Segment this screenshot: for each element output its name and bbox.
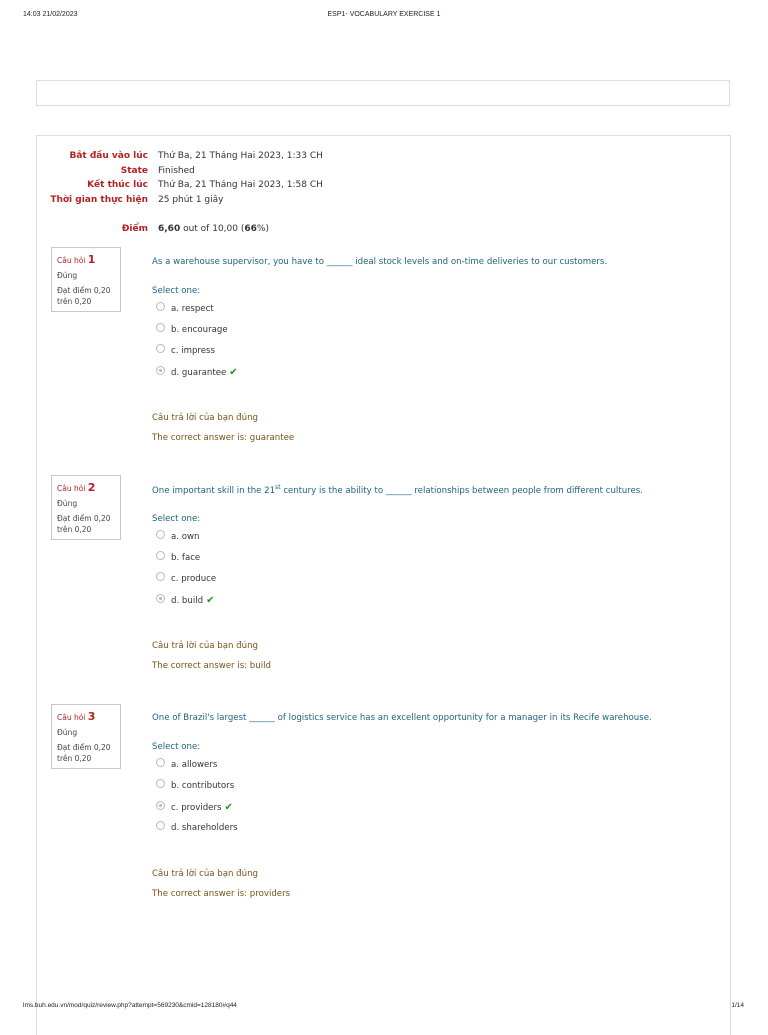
question-text-2 — [152, 484, 643, 496]
feedback-text: Câu trả lời của bạn đúng — [152, 869, 258, 879]
question-number — [57, 710, 115, 723]
page-number: 1/14 — [731, 1002, 744, 1009]
question-text-part: century is the ability to ______ relationships between people from different cultures. — [280, 485, 643, 496]
feedback-text: Câu trả lời của bạn đúng — [152, 641, 258, 651]
option-c[interactable] — [156, 346, 215, 358]
grade-outof: out of 10,00 ( — [180, 224, 245, 234]
radio-button[interactable] — [156, 779, 165, 788]
question-prefix: Câu hỏi — [57, 484, 86, 493]
correct-check-icon: ✔ — [229, 367, 238, 378]
question-mark: Đạt điểm 0,20 trên 0,20 — [57, 743, 111, 763]
option-label: c. produce — [171, 574, 217, 584]
question-status: Đúng — [57, 728, 78, 737]
grade-end: %) — [256, 224, 269, 234]
radio-button-selected[interactable] — [156, 801, 165, 810]
print-title: ESP1- VOCABULARY EXERCISE 1 — [327, 11, 441, 18]
option-d[interactable] — [156, 823, 238, 835]
question-number-value: 2 — [87, 481, 96, 494]
option-a[interactable] — [156, 304, 214, 316]
select-one-label: Select one: — [152, 742, 201, 752]
state-value: Finished — [158, 166, 195, 176]
question-info-1 — [51, 247, 121, 312]
correct-answer-text: The correct answer is: providers — [152, 889, 291, 899]
option-label: b. encourage — [171, 325, 228, 335]
review-panel — [36, 135, 731, 1035]
radio-button[interactable] — [156, 302, 165, 311]
option-label: d. build — [171, 596, 204, 606]
option-label: c. providers — [171, 803, 222, 813]
grade-score: 6,60 — [158, 224, 181, 234]
option-b[interactable] — [156, 325, 228, 337]
option-label: c. impress — [171, 346, 215, 356]
grade-label: Điểm — [121, 224, 148, 234]
option-label: a. own — [171, 532, 200, 542]
print-timestamp: 14:03 21/02/2023 — [23, 11, 78, 18]
select-one-label: Select one: — [152, 286, 201, 296]
page-url: lms.buh.edu.vn/mod/quiz/review.php?attempt=569230&cmid=128180#q44 — [23, 1002, 237, 1009]
select-one-label: Select one: — [152, 514, 201, 524]
question-status: Đúng — [57, 271, 78, 280]
question-number — [57, 253, 115, 266]
correct-answer-text: The correct answer is: guarantee — [152, 433, 295, 443]
question-number-value: 1 — [87, 253, 96, 266]
radio-button-selected[interactable] — [156, 594, 165, 603]
time-label: Thời gian thực hiện — [50, 195, 148, 205]
correct-check-icon: ✔ — [206, 595, 215, 606]
option-label: a. allowers — [171, 760, 218, 770]
question-info-3 — [51, 704, 121, 769]
feedback-text: Câu trả lời của bạn đúng — [152, 413, 258, 423]
option-b[interactable] — [156, 781, 234, 793]
radio-button-selected[interactable] — [156, 366, 165, 375]
radio-button[interactable] — [156, 344, 165, 353]
question-status: Đúng — [57, 499, 78, 508]
correct-check-icon: ✔ — [224, 802, 233, 813]
question-mark: Đạt điểm 0,20 trên 0,20 — [57, 286, 111, 306]
radio-button[interactable] — [156, 758, 165, 767]
option-label: a. respect — [171, 304, 214, 314]
question-info-2 — [51, 475, 121, 540]
option-b[interactable] — [156, 553, 200, 565]
time-value: 25 phút 1 giây — [158, 195, 224, 205]
option-label: b. face — [171, 553, 201, 563]
question-text-part: One important skill in the 21 — [152, 485, 276, 496]
option-d[interactable] — [156, 595, 214, 607]
option-a[interactable] — [156, 532, 199, 544]
question-text-1: As a warehouse supervisor, you have to ______ ideal stock levels and on-time deliveries to our customers. — [152, 257, 608, 267]
correct-answer-text: The correct answer is: build — [152, 661, 271, 671]
started-label: Bắt đầu vào lúc — [69, 151, 148, 161]
question-prefix: Câu hỏi — [57, 256, 86, 265]
radio-button[interactable] — [156, 572, 165, 581]
question-text-sup: st — [275, 484, 281, 491]
question-number-value: 3 — [87, 710, 96, 723]
option-label: d. shareholders — [171, 823, 238, 833]
option-d[interactable] — [156, 367, 238, 379]
state-label: State — [120, 166, 148, 176]
option-c[interactable] — [156, 802, 233, 814]
option-c[interactable] — [156, 574, 216, 586]
question-text-3: One of Brazil's largest ______ of logistics service has an excellent opportunity for a manager in its Recife warehouse. — [152, 713, 652, 723]
question-number — [57, 481, 115, 494]
question-prefix: Câu hỏi — [57, 713, 86, 722]
option-label: d. guarantee — [171, 368, 227, 378]
radio-button[interactable] — [156, 530, 165, 539]
option-a[interactable] — [156, 760, 217, 772]
radio-button[interactable] — [156, 551, 165, 560]
navigation-box — [36, 80, 730, 106]
grade-value — [158, 223, 578, 236]
completed-value: Thứ Ba, 21 Tháng Hai 2023, 1:58 CH — [158, 180, 323, 190]
radio-button[interactable] — [156, 323, 165, 332]
print-header — [0, 11, 768, 23]
started-value: Thứ Ba, 21 Tháng Hai 2023, 1:33 CH — [158, 151, 323, 161]
print-footer — [0, 1002, 768, 1014]
grade-percent: 66 — [244, 224, 257, 234]
question-mark: Đạt điểm 0,20 trên 0,20 — [57, 514, 111, 534]
option-label: b. contributors — [171, 781, 235, 791]
completed-label: Kết thúc lúc — [87, 180, 148, 190]
radio-button[interactable] — [156, 821, 165, 830]
